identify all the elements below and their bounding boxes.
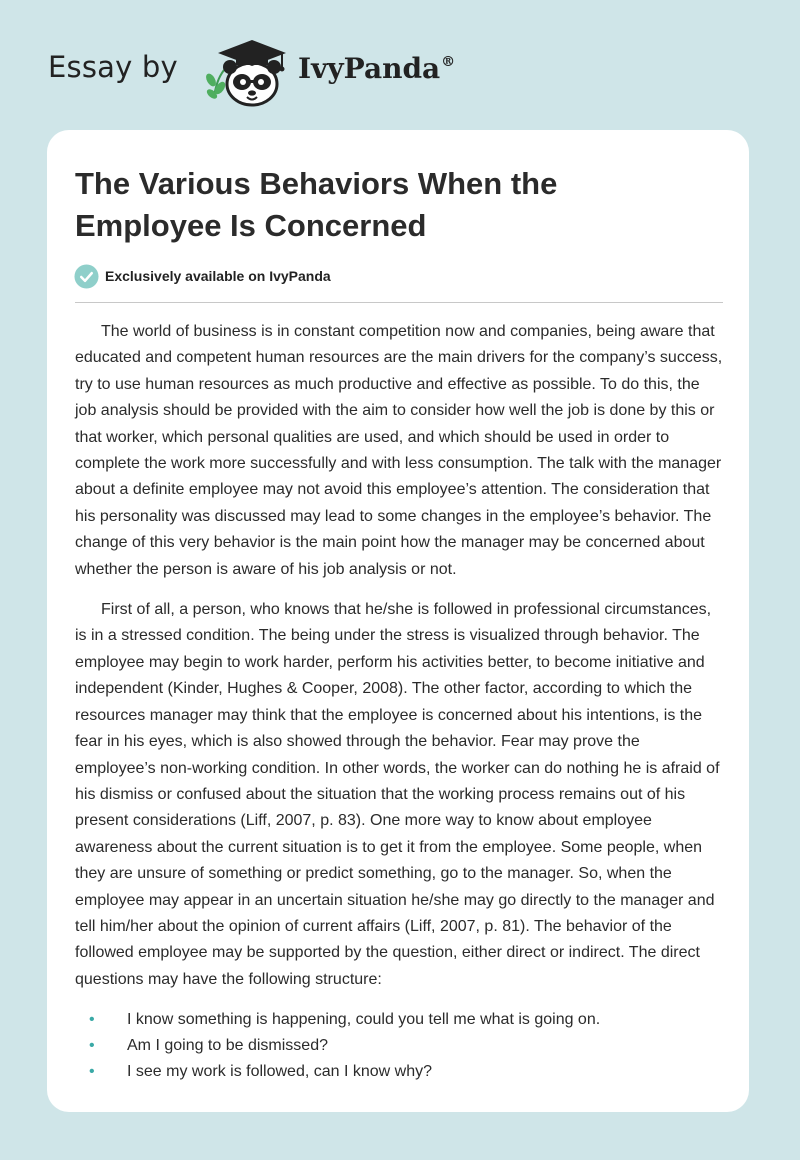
bullet-marker: • (89, 1063, 95, 1081)
paragraph: First of all, a person, who knows that he/she is followed in professional circumstances, is in a stressed condition. The being under the stress is visualized through behavior. The employee may begin to work harder, perform his activities better, to become initiative and independent (Kinder, Hughes & Cooper, 2008). The other factor, according to which the resources manager may think that the employee is concerned about his intentions, is the fear in his eyes, which is also showed through the behavior. Fear may prove the employee’s non-working condition. In other words, the worker can do nothing he is afraid of his dismiss or confused about the situation that the working process remains out of his present considerations (Liff, 2007, p. 83). One more way to know about employee awareness about the current situation is to get it from the employee. Some people, when they are unsure of something or predict something, go to the manager. So, when the employee may appear in an uncertain situation he/she may go directly to the manager and tell him/her about the opinion of current affairs (Liff, 2007, p. 81). The behavior of the followed employee may be supported by the question, either direct or indirect. The direct questions may have the following structure: (75, 601, 720, 988)
bullet-list (75, 1007, 723, 1085)
list-item-text: I know something is happening, could you tell me what is going on. (127, 1011, 601, 1029)
list-item (75, 1033, 723, 1059)
site-header (0, 0, 800, 130)
brand-text: IvyPanda (298, 52, 441, 85)
exclusive-badge (74, 263, 331, 289)
essay-by-label: Essay by (48, 50, 178, 84)
registered-mark: ® (441, 54, 456, 70)
brand-name[interactable] (298, 52, 455, 85)
list-item (75, 1059, 723, 1085)
paragraph: The world of business is in constant competition now and companies, being aware that educated and competent human resources are the main drivers for the company’s success, try to use human resources as much productive and effective as possible. To do this, the job analysis should be provided with the aim to consider how well the job is done by this or that worker, which personal qualities are used, and which should be used in order to complete the work more successfully and with less consumption. The talk with the manager about a definite employee may not avoid this employee’s attention. The consideration that his personality was discussed may lead to some changes in the employee’s behavior. The change of this very behavior is the main point how the manager may be concerned about whether the person is aware of his job analysis or not. (75, 323, 723, 578)
list-item-text: Am I going to be dismissed? (127, 1037, 328, 1055)
bullet-marker: • (89, 1011, 95, 1029)
check-circle-icon (74, 264, 99, 289)
divider (75, 302, 723, 303)
list-item (75, 1007, 723, 1033)
article-body (75, 319, 723, 1085)
bullet-marker: • (89, 1037, 95, 1055)
list-item-text: I see my work is followed, can I know why? (127, 1063, 433, 1081)
badge-label: Exclusively available on IvyPanda (105, 268, 331, 284)
page-title: The Various Behaviors When the Employee Is Concerned (75, 166, 558, 243)
panda-graduate-icon[interactable] (200, 36, 292, 108)
article-card (47, 130, 749, 1112)
